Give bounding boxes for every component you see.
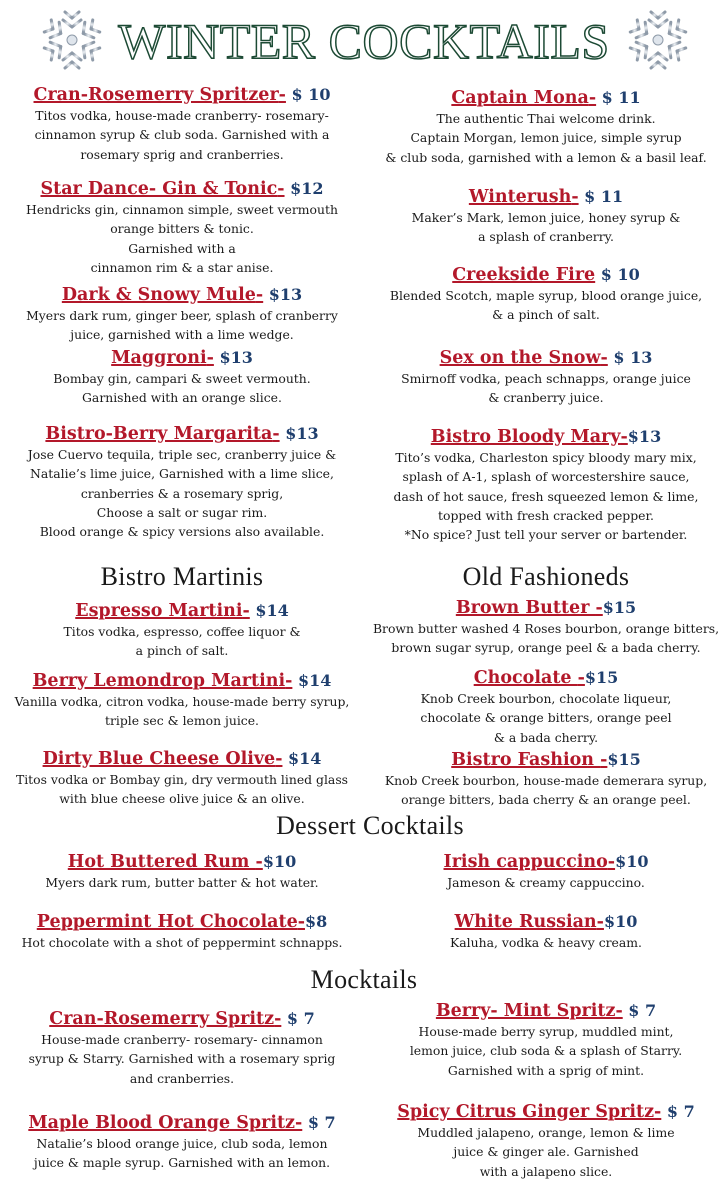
menu-item-description	[364, 873, 728, 892]
menu-item-separator: -	[275, 749, 283, 769]
description-line: Captain Morgan, lemon juice, simple syrup	[410, 130, 682, 146]
description-line: & club soda, garnished with a lemon & a basil leaf.	[385, 149, 707, 165]
menu-item-separator: -	[571, 187, 579, 207]
menu-item-header	[0, 84, 364, 106]
menu-item	[0, 851, 364, 892]
menu-item-separator: -	[588, 88, 597, 108]
menu-item-separator: -	[615, 1001, 623, 1021]
description-line: rosemary sprig and cranberries.	[80, 146, 284, 162]
menu-item	[364, 851, 728, 892]
menu-item-header	[0, 748, 364, 770]
menu-item-separator: -	[255, 285, 264, 305]
menu-item	[364, 911, 728, 952]
menu-item-price: $14	[282, 749, 322, 768]
description-line: Muddled jalapeno, orange, lemon & lime	[417, 1125, 675, 1140]
menu-item-separator: -	[596, 912, 604, 932]
menu-item-name: Chocolate	[473, 668, 578, 688]
section-old-fashioneds: Old Fashioneds	[462, 562, 630, 591]
description-line: cinnamon rim & a star anise.	[90, 259, 274, 275]
menu-item-separator: -	[278, 85, 286, 105]
menu-item-separator: -	[654, 1102, 662, 1122]
menu-item	[364, 264, 728, 325]
menu-item	[364, 347, 728, 408]
description-line: Natalie’s lime juice, Garnished with a lime slice,	[30, 466, 334, 482]
description-line: orange bitters & tonic.	[110, 221, 254, 237]
description-line: Blended Scotch, maple syrup, blood orange juice,	[389, 288, 703, 303]
menu-item	[364, 186, 728, 247]
description-line: The authentic Thai welcome drink.	[436, 111, 656, 126]
menu-item-description	[0, 622, 364, 661]
description-line: with blue cheese olive juice & an olive.	[59, 791, 305, 807]
menu-item-price: $13	[627, 427, 662, 446]
menu-item-header	[364, 426, 728, 448]
menu-item-description	[0, 873, 364, 892]
menu-item-separator: -	[274, 1009, 282, 1029]
description-line: Choose a salt or sugar rim.	[96, 504, 268, 520]
menu-item-price: $ 11	[596, 88, 641, 107]
menu-item-header	[0, 347, 364, 369]
page-title: WINTER COCKTAILS	[118, 13, 610, 69]
menu-item-name: Cran-Rosemerry Spritzer	[33, 85, 279, 105]
description-line: Maker’s Mark, lemon juice, honey syrup &	[411, 210, 681, 225]
menu-item-price: $13	[263, 285, 303, 304]
menu-item-header	[364, 87, 728, 109]
description-line: Hot chocolate with a shot of peppermint schnapps.	[21, 935, 343, 950]
menu-item-description	[0, 1030, 364, 1088]
menu-item-separator: -	[600, 750, 608, 770]
menu-item-header	[364, 264, 728, 286]
menu-item-description	[0, 770, 364, 809]
description-line: Vanilla vodka, citron vodka, house-made berry syrup,	[14, 694, 350, 709]
menu-item-name: Bistro Fashion	[451, 750, 601, 770]
section-dessert-cocktails: Dessert Cocktails	[276, 811, 464, 840]
menu-item-description	[364, 689, 728, 747]
description-line: cinnamon syrup & club soda. Garnished with a	[34, 127, 330, 143]
description-line: Bombay gin, campari & sweet vermouth.	[53, 371, 311, 386]
menu-item-separator: -	[295, 1113, 303, 1133]
menu-item-name: Cran-Rosemerry Spritz	[49, 1009, 275, 1029]
description-line: triple sec & lemon juice.	[105, 713, 259, 729]
menu-item-description	[0, 200, 364, 277]
menu-item-name: Dirty Blue Cheese Olive	[42, 749, 276, 769]
menu-item-price: $15	[584, 668, 619, 687]
description-line: dash of hot sauce, fresh squeezed lemon & lime,	[393, 488, 699, 504]
description-line: Titos vodka, espresso, coffee liquor &	[63, 624, 301, 639]
menu-item-price: $8	[304, 912, 328, 931]
description-line: Myers dark rum, ginger beer, splash of cranberry	[26, 308, 338, 323]
menu-item-header	[0, 1112, 364, 1134]
description-line: Smirnoff vodka, peach schnapps, orange juice	[401, 371, 691, 386]
description-line: juice & ginger ale. Garnished	[453, 1144, 639, 1160]
menu-item-header	[0, 284, 364, 306]
menu-item-name: Maggroni	[111, 348, 207, 368]
menu-item-separator: -	[285, 671, 293, 691]
menu-item-header	[0, 851, 364, 873]
menu-item-price: $14	[292, 671, 332, 690]
menu-item-header	[0, 911, 364, 933]
description-line: Natalie’s blood orange juice, club soda, lemon	[36, 1136, 328, 1151]
description-line: Garnished with a sprig of mint.	[447, 1062, 645, 1078]
menu-item-description	[364, 208, 728, 247]
menu-item	[0, 600, 364, 661]
description-line: & a pinch of salt.	[492, 307, 600, 323]
menu-item-header	[364, 1101, 728, 1123]
description-line: Brown butter washed 4 Roses bourbon, orange bitters,	[372, 621, 720, 636]
description-line: Jose Cuervo tequila, triple sec, cranberry juice &	[27, 447, 337, 462]
description-line: topped with fresh cracked pepper.	[438, 507, 654, 523]
menu-item-description	[0, 445, 364, 541]
menu-item	[0, 670, 364, 731]
description-line: Garnished with a	[128, 240, 236, 256]
menu-item-price: $14	[249, 601, 289, 620]
menu-item-header	[0, 670, 364, 692]
description-line: cranberries & a rosemary sprig,	[80, 485, 284, 501]
description-line: a pinch of salt.	[135, 643, 229, 659]
menu-item	[0, 347, 364, 408]
menu-item-separator: -	[255, 852, 263, 872]
menu-item	[364, 87, 728, 167]
menu-item-description	[0, 369, 364, 408]
menu-item-header	[364, 851, 728, 873]
menu-item-description	[364, 619, 728, 658]
menu-item-name: White Russian	[454, 912, 597, 932]
description-line: Kaluha, vodka & heavy cream.	[450, 935, 642, 950]
menu-item-description	[364, 771, 728, 810]
description-line: syrup & Starry. Garnished with a rosemary sprig	[28, 1051, 336, 1067]
menu-item-header	[364, 1000, 728, 1022]
description-line: Knob Creek bourbon, chocolate liqueur,	[420, 691, 672, 706]
description-line: *No spice? Just tell your server or bartender.	[404, 527, 688, 543]
menu-item-price: $15	[607, 750, 641, 769]
menu-item	[0, 911, 364, 952]
menu-item-price: $13	[213, 348, 253, 367]
menu-item-name: Star Dance- Gin & Tonic	[40, 179, 278, 199]
menu-item-separator: -	[242, 601, 250, 621]
menu-item-header	[0, 1008, 364, 1030]
menu-item-name: Brown Butter	[455, 598, 596, 618]
menu-item-header	[364, 667, 728, 689]
menu-item-header	[364, 347, 728, 369]
description-line: House-made cranberry- rosemary- cinnamon	[41, 1032, 323, 1047]
menu-item-header	[364, 597, 728, 619]
description-line: chocolate & orange bitters, orange peel	[420, 710, 672, 726]
menu-item-price: $12	[284, 179, 324, 198]
menu-item-header	[364, 186, 728, 208]
menu-item-name: Sex on the Snow	[439, 348, 601, 368]
menu-item-description	[364, 109, 728, 167]
description-line: Tito’s vodka, Charleston spicy bloody mary mix,	[395, 450, 697, 465]
menu-item	[364, 597, 728, 658]
description-line: a splash of cranberry.	[478, 229, 614, 245]
menu-item-description	[364, 1123, 728, 1181]
menu-item-description	[364, 286, 728, 325]
menu-item-separator: -	[595, 598, 603, 618]
menu-item-description	[364, 448, 728, 544]
menu-item-name: Berry- Mint Spritz	[435, 1001, 616, 1021]
description-line: lemon juice, club soda & a splash of Starry.	[409, 1043, 683, 1059]
menu-item-price: $ 10	[595, 265, 640, 284]
menu-item-price: $ 11	[578, 187, 624, 206]
description-line: Blood orange & spicy versions also available.	[39, 524, 325, 540]
description-line: & cranberry juice.	[488, 390, 604, 406]
menu-item-price: $10	[603, 912, 638, 931]
menu-item-separator: -	[600, 348, 608, 368]
description-line: juice, garnished with a lime wedge.	[70, 327, 294, 343]
menu-item-separator: -	[577, 668, 585, 688]
menu-item-price: $10	[615, 852, 649, 871]
description-line: juice & maple syrup. Garnished with an lemon.	[33, 1155, 331, 1171]
menu-item-description	[0, 306, 364, 345]
menu-item-name: Bistro Bloody Mary	[430, 427, 621, 447]
menu-item-name: Creekside Fire	[452, 265, 596, 285]
menu-item	[0, 178, 364, 277]
description-line: House-made berry syrup, muddled mint,	[418, 1024, 674, 1039]
menu-item-description	[364, 1022, 728, 1080]
menu-item-price: $ 13	[607, 348, 653, 367]
menu-item-separator: -	[620, 427, 628, 447]
menu-item	[0, 1112, 364, 1173]
menu-item-separator: -	[607, 852, 616, 872]
description-line: orange bitters, bada cherry & an orange peel.	[401, 792, 691, 808]
menu-item-name: Captain Mona	[451, 88, 589, 108]
menu-item-name: Maple Blood Orange Spritz	[28, 1113, 295, 1133]
menu-item	[364, 1101, 728, 1181]
description-line: Titos vodka or Bombay gin, dry vermouth lined glass	[15, 772, 349, 787]
description-line: and cranberries.	[129, 1070, 235, 1086]
description-line: Knob Creek bourbon, house-made demerara syrup,	[384, 773, 708, 788]
menu-item	[0, 748, 364, 809]
menu-item-price: $ 7	[281, 1009, 315, 1028]
menu-item-price: $ 7	[661, 1102, 695, 1121]
menu-item	[364, 749, 728, 810]
menu-item-name: Spicy Citrus Ginger Spritz	[397, 1102, 655, 1122]
menu-item-header	[364, 911, 728, 933]
menu-item-description	[364, 369, 728, 408]
menu-item-name: Irish cappuccino	[443, 852, 608, 872]
menu-item-price: $10	[262, 852, 297, 871]
description-line: Garnished with an orange slice.	[82, 390, 282, 406]
menu-item-price: $13	[279, 424, 319, 443]
menu-item-header	[0, 600, 364, 622]
menu-item-description	[364, 933, 728, 952]
menu-item	[0, 1008, 364, 1088]
menu-item-name: Dark & Snowy Mule	[61, 285, 256, 305]
menu-item-name: Bistro-Berry Margarita	[45, 424, 273, 444]
description-line: Hendricks gin, cinnamon simple, sweet vermouth	[26, 202, 338, 217]
description-line: splash of A-1, splash of worcestershire sauce,	[402, 469, 690, 485]
menu-item-name: Hot Buttered Rum	[67, 852, 256, 872]
menu-item-separator: -	[297, 912, 305, 932]
menu-item	[364, 667, 728, 747]
menu-item-description	[0, 1134, 364, 1173]
menu-item-header	[0, 423, 364, 445]
description-line: Jameson & creamy cappuccino.	[447, 875, 645, 890]
menu-item-price: $ 7	[622, 1001, 657, 1020]
description-line: brown sugar syrup, orange peel & a bada cherry.	[391, 640, 701, 656]
section-mocktails: Mocktails	[310, 965, 418, 994]
menu-item-separator: -	[272, 424, 280, 444]
description-line: Titos vodka, house-made cranberry- rosemary-	[35, 108, 329, 123]
description-line: & a bada cherry.	[493, 729, 599, 745]
menu-item-price: $ 10	[285, 85, 331, 104]
menu-item-header	[364, 749, 728, 771]
menu-item-price: $15	[602, 598, 637, 617]
menu-item-separator: -	[206, 348, 214, 368]
menu-item	[0, 84, 364, 164]
menu-item-separator: -	[277, 179, 285, 199]
menu-item	[364, 1000, 728, 1080]
menu-item	[0, 284, 364, 345]
menu-item-name: Winterush	[468, 187, 572, 207]
menu-item-description	[0, 692, 364, 731]
menu-item-description	[0, 933, 364, 952]
menu-item-header	[0, 178, 364, 200]
menu-item-price: $ 7	[302, 1113, 336, 1132]
description-line: with a jalapeno slice.	[479, 1163, 613, 1179]
menu-item-description	[0, 106, 364, 164]
section-bistro-martinis: Bistro Martinis	[100, 562, 264, 591]
menu-item-name: Peppermint Hot Chocolate	[36, 912, 298, 932]
description-line: Myers dark rum, butter batter & hot water.	[45, 875, 319, 890]
menu-item-name: Berry Lemondrop Martini	[32, 671, 286, 691]
menu-item-name: Espresso Martini	[75, 601, 243, 621]
menu-item	[364, 426, 728, 544]
menu-item	[0, 423, 364, 541]
